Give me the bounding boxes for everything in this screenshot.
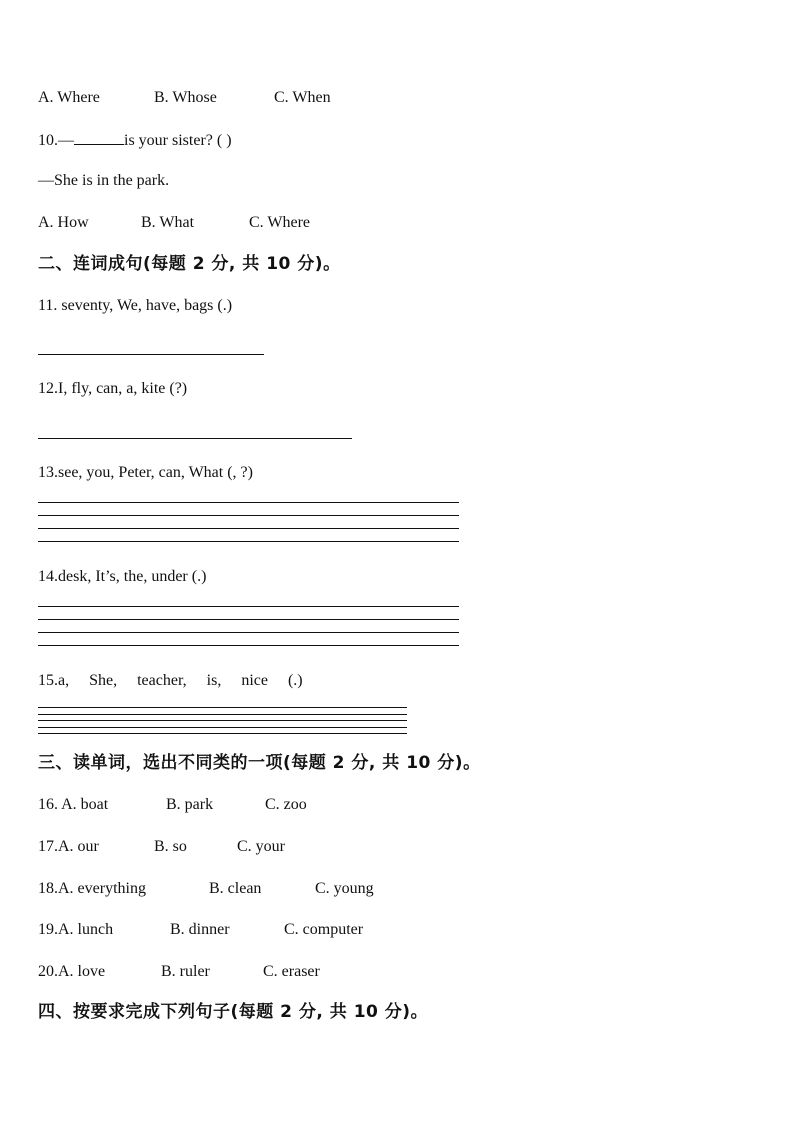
q13-answer-line <box>38 528 459 529</box>
section4-heading: 四、按要求完成下列句子(每题 2 分, 共 10 分)。 <box>38 1002 429 1022</box>
q14-answer-line <box>38 619 459 620</box>
q13-answer-line <box>38 541 459 542</box>
q16-option-a: 16. A. boat <box>38 796 109 813</box>
q9-option-c: C. When <box>274 89 331 106</box>
q14-answer-line <box>38 606 459 607</box>
q18-option-c: C. young <box>315 880 374 897</box>
q19-option-b: B. dinner <box>170 921 230 938</box>
q14-answer-line <box>38 632 459 633</box>
q15-answer-line <box>38 733 407 734</box>
q9-option-a: A. Where <box>38 89 100 106</box>
q19-option-c: C. computer <box>284 921 364 938</box>
q10-answer: —She is in the park. <box>38 172 170 189</box>
q20-option-a: 20.A. love <box>38 963 106 980</box>
q10-option-c: C. Where <box>249 214 311 231</box>
q17-option-a: 17.A. our <box>38 838 99 855</box>
q16-option-b: B. park <box>166 796 214 813</box>
q14-prompt: 14.desk, It’s, the, under (.) <box>38 568 207 585</box>
q15-answer-line <box>38 714 407 715</box>
q20-option-c: C. eraser <box>263 963 320 980</box>
q17-option-b: B. so <box>154 838 187 855</box>
q9-option-b: B. Whose <box>154 89 217 106</box>
q15-answer-line <box>38 720 407 721</box>
q12-answer-line <box>38 438 352 439</box>
q17-option-c: C. your <box>237 838 285 855</box>
q10-suffix: is your sister? ( ) <box>124 132 232 149</box>
q11-answer-line <box>38 354 264 355</box>
q18-option-a: 18.A. everything <box>38 880 146 897</box>
q13-answer-line <box>38 515 459 516</box>
q13-answer-line <box>38 502 459 503</box>
q15-prompt: 15.a, She, teacher, is, nice (.) <box>38 672 303 689</box>
q18-option-b: B. clean <box>209 880 262 897</box>
q16-option-c: C. zoo <box>265 796 307 813</box>
q10-option-a: A. How <box>38 214 89 231</box>
q14-answer-line <box>38 645 459 646</box>
q19-option-a: 19.A. lunch <box>38 921 114 938</box>
q20-option-b: B. ruler <box>161 963 210 980</box>
q15-answer-line <box>38 707 407 708</box>
q13-prompt: 13.see, you, Peter, can, What (, ?) <box>38 464 253 481</box>
section2-heading: 二、连词成句(每题 2 分, 共 10 分)。 <box>38 254 341 274</box>
q10-option-b: B. What <box>141 214 195 231</box>
q12-prompt: 12.I, fly, can, a, kite (?) <box>38 380 188 397</box>
q10-question <box>38 130 232 151</box>
q10-blank <box>74 130 124 145</box>
section3-heading: 三、读单词，选出不同类的一项(每题 2 分, 共 10 分)。 <box>38 753 481 773</box>
q10-prefix: 10.— <box>38 132 74 149</box>
q11-prompt: 11. seventy, We, have, bags (.) <box>38 297 233 314</box>
q15-answer-line <box>38 727 407 728</box>
